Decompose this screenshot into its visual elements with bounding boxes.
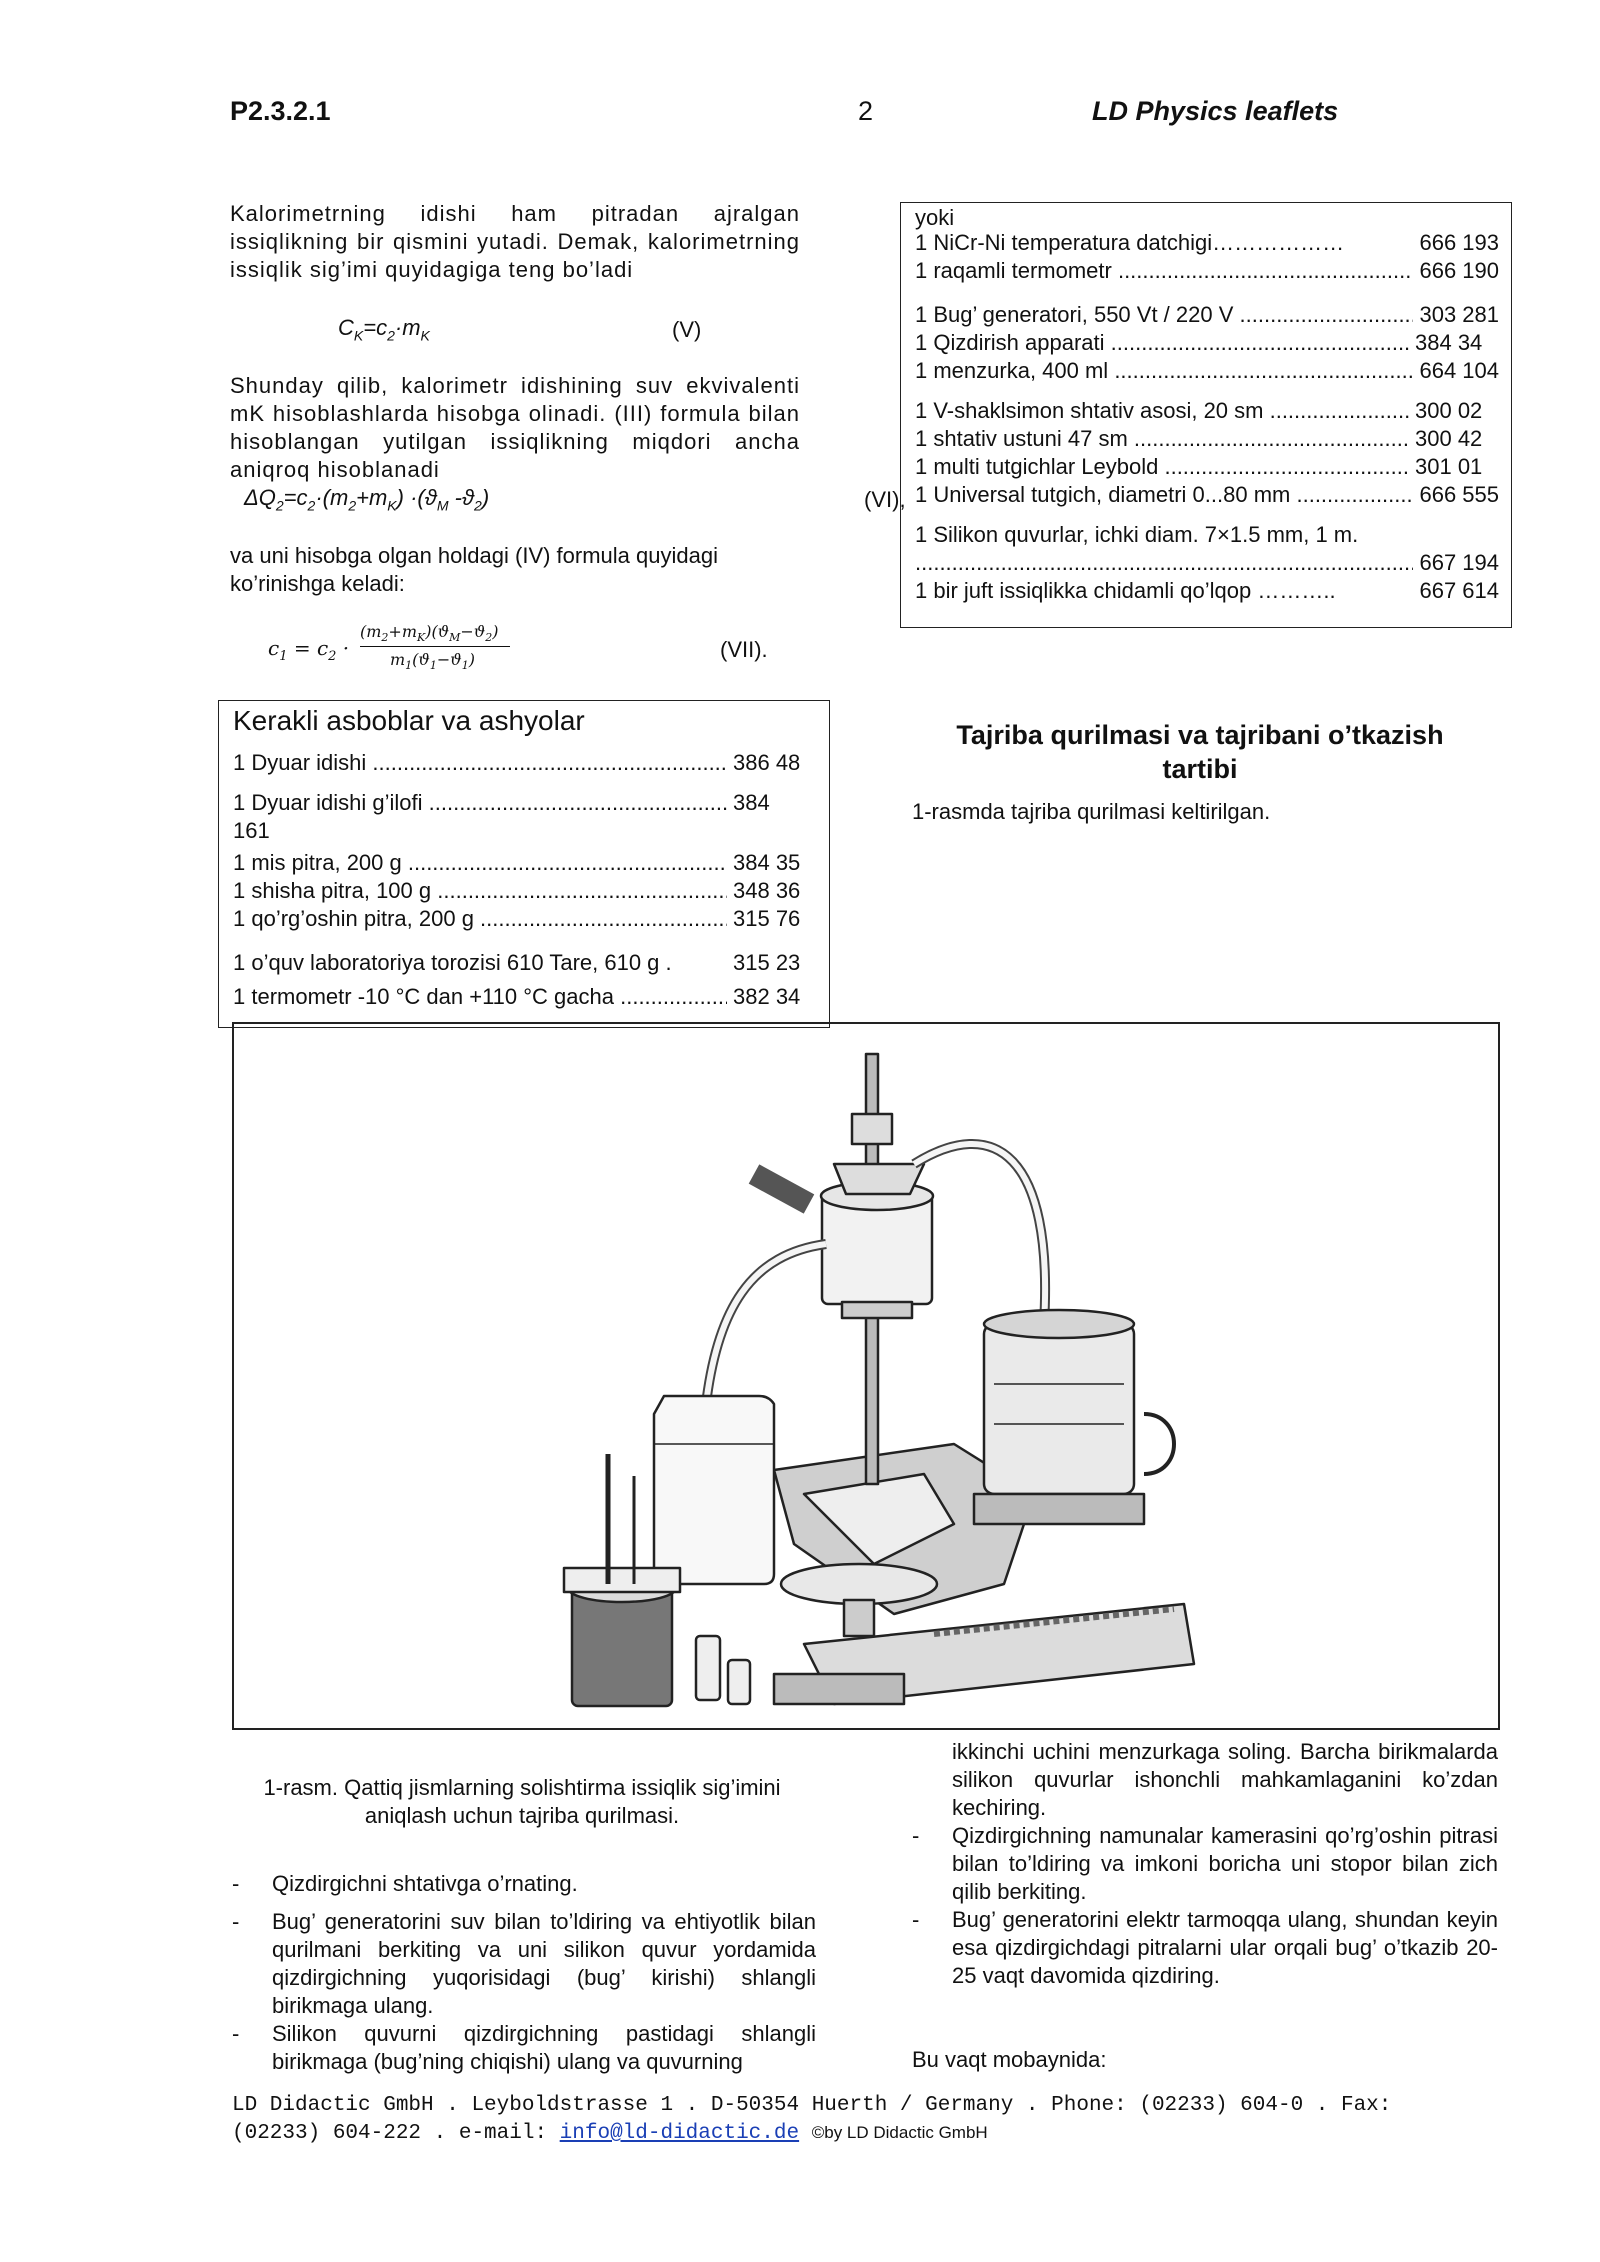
apparatus-illustration (234, 1024, 1498, 1728)
alternative-item: ..... 667 194 (915, 549, 1499, 577)
equation-vi-number: (VI), (864, 487, 906, 512)
alternative-item: 1 menzurka, 400 ml ..... 664 104 (915, 357, 1499, 385)
bullet-dash: - (232, 1871, 240, 1896)
equation-v: $C_K=c_2\cdot m_K$ (338, 315, 430, 344)
alternative-item: 1 V-shaklsimon shtativ asosi, 20 sm ..... 300 02 (915, 397, 1499, 425)
step-item: - Silikon quvurni qizdirgichning pastidagi shlangli birikmaga (bug’ning chiqishi) ulang va quvurning (232, 2021, 816, 2074)
equipment-box (218, 700, 830, 1028)
doc-code: P2.3.2.1 (230, 96, 331, 126)
footer-line-2 (232, 2119, 988, 2147)
alternative-item: 1 Universal tutgich, diametri 0...80 mm ..... 666 555 (915, 481, 1499, 509)
alternative-item: 1 Qizdirish apparati ..... 384 34 (915, 329, 1499, 357)
alternative-equipment-box (900, 202, 1512, 628)
footer-copyright: ©by LD Didactic GmbH (811, 2123, 988, 2142)
equipment-list (233, 749, 813, 1011)
bullet-dash: - (232, 1909, 240, 1934)
step-item: - Bug’ generatorini suv bilan to’ldiring va ehtiyotlik bilan qurilmani berkiting va uni silikon quvur yordamida qizdirgichning yuqorisidagi (bug’ kirishi) shlangli birikmaga ulang. (232, 1909, 816, 2018)
equation-vi: $\Delta Q_2=c_2\cdot(m_2+m_K) \cdot(ϑ_M$ $-ϑ_2$) (244, 485, 490, 514)
equipment-item: 1 o’quv laboratoriya torozisi 610 Tare, 610 g . 315 23 (233, 950, 801, 975)
bu-vaqt-heading: Bu vaqt mobaynida: (912, 2047, 1107, 2072)
equipment-title: Kerakli asboblar va ashyolar (233, 705, 585, 736)
bullet-dash: - (912, 1907, 920, 1932)
alternative-item: 1 NiCr-Ni temperatura datchigi……………… 666 193 (915, 230, 1499, 255)
alternative-item: 1 shtativ ustuni 47 sm ..... 300 42 (915, 425, 1499, 453)
alternative-intro: yoki (915, 205, 955, 230)
series-title: LD Physics leaflets (1092, 96, 1339, 126)
alternative-item: 1 Bug’ generatori, 550 Vt / 220 V ..... 303 281 (915, 301, 1499, 329)
equation-v-number: (V) (672, 317, 702, 342)
equipment-item: 1 qo’rg’oshin pitra, 200 g ..... 315 76 (233, 905, 813, 933)
alternative-item: 1 bir juft issiqlikka chidamli qo’lqop ……….. 667 614 (915, 578, 1499, 603)
page-number: 2 (858, 96, 874, 126)
alternative-item: 1 multi tutgichlar Leybold ..... 301 01 (915, 453, 1499, 481)
paragraph-1: Kalorimetrning idishi ham pitradan ajralgan issiqlikning bir qismini yutadi. Demak, kalorimetrning issiqlik sig’imi quyidagiga teng bo’ladi (230, 201, 800, 282)
section-title: Tajriba qurilmasi va tajribani o’tkazish tartibi (956, 720, 1444, 784)
footer-fax: (02233) 604-222 . e-mail: (232, 2122, 560, 2145)
equation-vii-number: (VII). (720, 637, 768, 662)
paragraph-3: va uni hisobga olgan holdagi (IV) formula quyidagi ko’rinishga keladi: (230, 543, 718, 596)
equipment-item: 1 Dyuar idishi g’ilofi ..... 384 (233, 789, 813, 817)
footer-line-1: LD Didactic GmbH . Leyboldstrasse 1 . D-50354 Huerth / Germany . Phone: (02233) 604-0 . Fax: (232, 2094, 1392, 2117)
footer-email-link[interactable]: info@ld-didactic.de (559, 2122, 800, 2145)
figure-caption: 1-rasm. Qattiq jismlarning solishtirma issiqlik sig’imini aniqlash uchun tajriba qurilmasi. (263, 1775, 781, 1828)
step-item: - Qizdirgichning namunalar kamerasini qo’rg’oshin pitrasi bilan to’ldiring va imkoni boricha uni stopor bilan zich qilib berkiting. (912, 1823, 1498, 1904)
equipment-item: 161 (233, 818, 270, 843)
alternative-item: 1 raqamli termometr ..... 666 190 (915, 257, 1499, 285)
alternative-item: 1 Silikon quvurlar, ichki diam. 7×1.5 mm, 1 m. (915, 522, 1359, 547)
figure-frame (232, 1022, 1500, 1730)
equipment-item: 1 termometr -10 °C dan +110 °C gacha ..... 382 34 (233, 983, 813, 1011)
alternative-list (915, 229, 1499, 605)
paragraph-2: Shunday qilib, kalorimetr idishining suv ekvivalenti mK hisoblashlarda hisobga olinadi. (III) formula bilan hisoblangan yutilgan issiqlikning miqdori ancha aniqroq hisoblanadi (230, 373, 800, 482)
section-text: 1-rasmda tajriba qurilmasi keltirilgan. (912, 799, 1271, 824)
equipment-item: 1 mis pitra, 200 g ..... 384 35 (233, 849, 813, 877)
step-item: - Qizdirgichni shtativga o’rnating. (232, 1871, 578, 1896)
equipment-item: 1 Dyuar idishi ..... 386 48 (233, 749, 813, 777)
step-item: - Bug’ generatorini elektr tarmoqqa ulang, shundan keyin esa qizdirgichdagi pitralarni ular orqali bug’ o’tkazib 20-25 vaqt davomida qizdiring. (912, 1907, 1498, 1988)
right-continuation: ikkinchi uchini menzurkaga soling. Barcha birikmalarda silikon quvurlar ishonchli mahkamlaganini ko’zdan kechiring. (952, 1739, 1498, 1820)
bullet-dash: - (912, 1823, 920, 1848)
equipment-item: 1 shisha pitra, 100 g ..... 348 36 (233, 877, 813, 905)
bullet-dash: - (232, 2021, 240, 2046)
